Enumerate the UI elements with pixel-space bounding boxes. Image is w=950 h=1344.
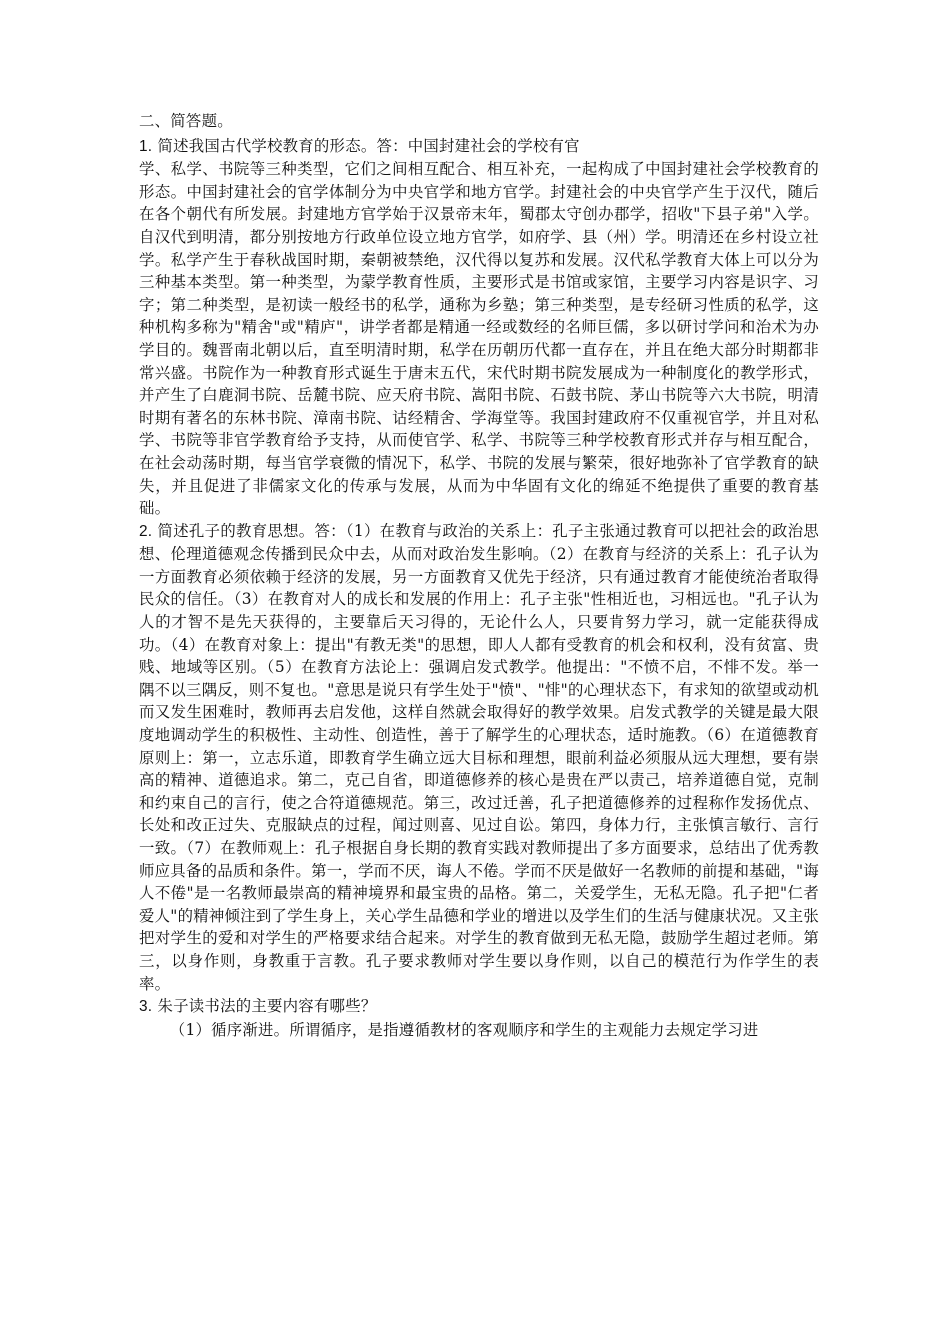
question-2 [139,520,819,995]
question-1-title-text: 简述我国古代学校教育的形态。答：中国封建社会的学校有官 [157,136,580,155]
question-1 [139,135,819,520]
document-page [139,110,819,1041]
question-3-point-1: （1）循序渐进。所谓循序，是指遵循教材的客观顺序和学生的主观能力去规定学习进 [169,1020,759,1039]
question-3-title-text: 朱子读书法的主要内容有哪些？ [157,997,377,1016]
question-3-number: 3. [139,998,153,1016]
question-1-answer: 学、私学、书院等三种类型，它们之间相互配合、相互补充，一起构成了中国封建社会学校教育的形态。中国封建社会的官学体制分为中央官学和地方官学。封建社会的中央官学产生于汉代，随后在各个朝代有所发展。封建地方官学始于汉景帝末年，蜀郡太守创办郡学，招收"下县子弟"入学。自汉代到明清，都分别按地方行政单位设立地方官学，如府学、县（州）学。明清还在乡村设立社学。私学产生于春秋战国时期，秦朝被禁绝，汉代得以复苏和发展。汉代私学教育大体上可以分为三种基本类型。第一种类型，为蒙学教育性质，主要形式是书馆或家馆，主要学习内容是识字、习字；第二种类型，是初读一般经书的私学，通称为乡塾；第三种类型，是专经研习性质的私学，这种机构多称为"精舍"或"精庐"，讲学者都是精通一经或数经的名师巨儒，多以研讨学问和治术为办学目的。魏晋南北朝以后，直至明清时期，私学在历朝历代都一直存在，并且在绝大部分时期都非常兴盛。书院作为一种教育形式诞生于唐末五代，宋代时期书院发展成为一种制度化的教学形式，并产生了白鹿洞书院、岳麓书院、应天府书院、嵩阳书院、石鼓书院、茅山书院等六大书院，明清时期有著名的东林书院、漳南书院、诂经精舍、学海堂等。我国封建政府不仅重视官学，并且对私学、书院等非官学教育给予支持，从而使官学、私学、书院等三种学校教育形式并存与相互配合，在社会动荡时期，每当官学衰微的情况下，私学、书院的发展与繁荣，很好地弥补了官学教育的缺失，并且促进了非儒家文化的传承与发展，从而为中华固有文化的绵延不绝提供了重要的教育基础。 [139,160,819,518]
section-heading: 二、简答题。 [139,112,233,130]
question-3 [139,995,819,1041]
question-2-number: 2. [139,522,153,540]
question-1-number: 1. [139,137,153,155]
question-2-text: 简述孔子的教育思想。答：（1）在教育与政治的关系上：孔子主张通过教育可以把社会的政治思想、伦理道德观念传播到民众中去，从而对政治发生影响。（2）在教育与经济的关系上：孔子认为一方面教育必须依赖于经济的发展，另一方面教育又优先于经济，只有通过教育才能使统治者取得民众的信任。（3）在教育对人的成长和发展的作用上：孔子主张"性相近也，习相远也。"孔子认为人的才智不是先天获得的，主要靠后天习得的，无论什么人，只要肯努力学习，就一定能获得成功。（4）在教育对象上：提出"有教无类"的思想，即人人都有受教育的机会和权利，没有贫富、贵贱、地域等区别。（5）在教育方法论上：强调启发式教学。他提出："不愤不启，不悱不发。举一隅不以三隅反，则不复也。"意思是说只有学生处于"愤"、"悱"的心理状态下，有求知的欲望或动机而又发生困难时，教师再去启发他，这样自然就会取得好的教学效果。启发式教学的关键是最大限度地调动学生的积极性、主动性、创造性，善于了解学生的心理状态，适时施教。（6）在道德教育原则上：第一，立志乐道，即教育学生确立远大目标和理想，眼前利益必须服从远大理想，要有崇高的精神、道德追求。第二，克己自省，即道德修养的核心是贵在严以责己，培养道德自觉，克制和约束自己的言行，使之合符道德规范。第三，改过迁善，孔子把道德修养的过程称作发扬优点、长处和改正过失、克服缺点的过程，闻过则喜、见过自讼。第四，身体力行，主张慎言敏行、言行一致。（7）在教师观上：孔子根据自身长期的教育实践对教师提出了多方面要求，总结出了优秀教师应具备的品质和条件。第一，学而不厌，诲人不倦。学而不厌是做好一名教师的前提和基础，"诲人不倦"是一名教师最崇高的精神境界和最宝贵的品格。第二，关爱学生，无私无隐。孔子把"仁者爱人"的精神倾注到了学生身上，关心学生品德和学业的增进以及学生们的生活与健康状况。又主张把对学生的爱和对学生的严格要求结合起来。对学生的教育做到无私无隐，鼓励学生超过老师。第三，以身作则，身教重于言教。孔子要求教师对学生要以身作则，以自己的模范行为作学生的表率。 [139,521,819,993]
question-3-title [139,995,819,1019]
question-1-title [139,135,819,159]
question-2-paragraph [139,520,819,995]
